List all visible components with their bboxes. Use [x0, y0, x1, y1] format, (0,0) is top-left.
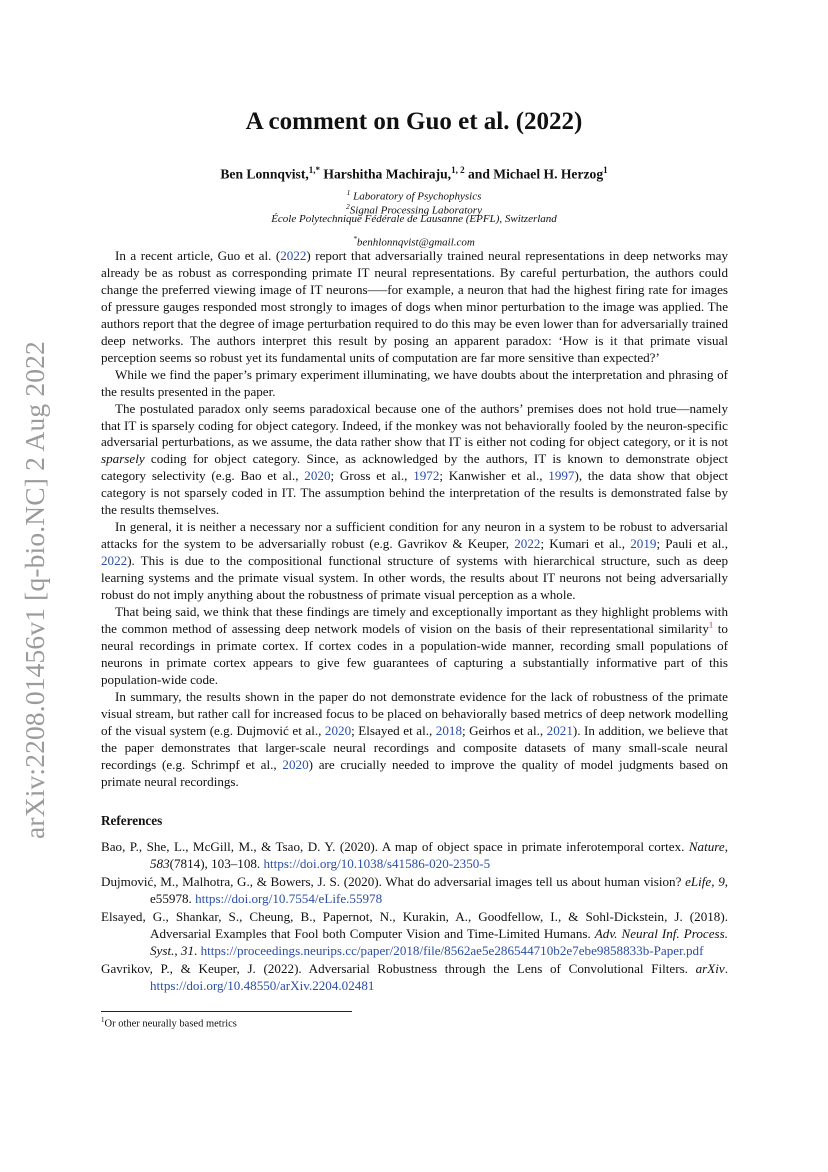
paragraph-5: That being said, we think that these findings are timely and exceptionally important as they highlight problems with the common method of assessing deep network models of vision on the basis of their representational similarity$^1$ to neural recordings in primate cortex. If cortex codes in a population-wide manner, recording small populations of neurons in primate cortex appears to give few guarantees of capturing a substantially informative part of this population-wide code.	[101, 604, 728, 687]
author-affil-mark: 1, 2	[451, 165, 465, 175]
author-name: Ben Lonnqvist,	[220, 166, 309, 182]
citation-link[interactable]: 2019	[630, 536, 657, 552]
references-heading: References	[101, 813, 163, 828]
citation-link[interactable]: 2022	[280, 248, 307, 263]
citation-link[interactable]: 1997	[548, 468, 575, 484]
citation-link[interactable]: 2020	[282, 756, 309, 772]
author-name: and Michael H. Herzog	[467, 166, 604, 182]
citation-link[interactable]: 2022	[514, 536, 541, 552]
doi-link[interactable]: https://doi.org/10.48550/arXiv.2204.02481	[150, 978, 375, 993]
paragraph-1: In a recent article, Guo et al. (2022) report that adversarially trained neural representations in deep networks may already be as robust as corresponding primate IT neural representations. By careful perturbation, the authors could change the preferred viewing image of IT neurons—–for example, a neuron that had the highest firing rate for images of pressure gauges responded most strongly to images of dogs when minor perturbation to the image was applied. The authors report that the degree of image perturbation required to do this may be even lower than for adversarially trained deep networks. The authors interpret this result by posing an apparent paradox: ‘How is it that primate visual perception seems so robust yet its fundamental units of computation are far more sensitive than expected?’	[101, 248, 728, 365]
author-affil-mark: 1	[603, 165, 608, 175]
corresponding-email: *benhlonnqvist@gmail.com	[353, 234, 475, 249]
doi-link[interactable]: https://doi.org/10.7554/eLife.55978	[195, 891, 383, 906]
author-list	[0, 165, 828, 183]
citation-link[interactable]: 1972	[413, 468, 440, 484]
citation-link[interactable]: 2022	[101, 553, 128, 569]
affiliation-2: $^2$Signal Processing Laboratory	[346, 201, 482, 217]
footnote-rule	[101, 1011, 352, 1012]
reference-entry: Bao, P., She, L., McGill, M., & Tsao, D. Y. (2020). A map of object space in primate inferotemporal cortex. Nature, 583(7814), 103–108. https://doi.org/10.1038/s41586-020-2350-5	[101, 839, 728, 871]
doi-link[interactable]: https://doi.org/10.1038/s41586-020-2350-5	[263, 856, 491, 871]
footnote: $^1$Or other neurally based metrics	[101, 1016, 237, 1030]
paper-title: A comment on Guo et al. (2022)	[245, 108, 583, 135]
reference-entry: Dujmović, M., Malhotra, G., & Bowers, J. S. (2020). What do adversarial images tell us about human vision? eLife, 9, e55978. https://doi.org/10.7554/eLife.55978	[101, 874, 729, 906]
arxiv-identifier: arXiv:2208.01456v1 [q-bio.NC] 2 Aug 2022	[19, 341, 50, 839]
paragraph-4: In general, it is neither a necessary nor a sufficient condition for any neuron in a system to be robust to adversarial attacks for the system to be adversarially robust (e.g. Gavrikov & Keuper, 2022; Kumari et al., 2019; Pauli et al., 2022). This is due to the compositional functional structure of systems with hierarchical structure, such as deep learning systems and the primate visual system. In other words, the results about IT neurons not being adversarially robust do not imply anything about the robustness of primate visual perception as a whole.	[101, 519, 728, 603]
paragraph-2: While we find the paper’s primary experiment illuminating, we have doubts about the interpretation and phrasing of the results presented in the paper.	[101, 366, 728, 399]
citation-link[interactable]: 2020	[324, 722, 352, 738]
author-affil-mark: 1,*	[308, 165, 321, 175]
arxiv-sidebar-stamp	[18, 320, 52, 860]
reference-list	[101, 838, 728, 995]
citation-link[interactable]: 2018	[435, 722, 462, 738]
doi-link[interactable]: https://proceedings.neurips.cc/paper/2018/file/8562ae5e286544710b2e7ebe9858833b-Paper.pdf	[200, 943, 704, 958]
affiliation-3: École Polytechnique Fédérale de Lausanne (EPFL), Switzerland	[271, 213, 557, 225]
footnote-marker[interactable]: 1	[708, 619, 714, 630]
reference-entry: Elsayed, G., Shankar, S., Cheung, B., Papernot, N., Kurakin, A., Goodfellow, I., & Sohl-Dickstein, J. (2018). Adversarial Examples that Fool both Computer Vision and Time-Limited Humans. Adv. Neural Inf. Process. Syst., 31. https://proceedings.neurips.cc/paper/2018/file/8562ae5e286544710b2e7ebe9858833b-Paper.pdf	[101, 909, 728, 958]
paragraph-3: The postulated paradox only seems paradoxical because one of the authors’ premises does not hold true—namely that IT is sparsely coding for object category. Indeed, if the monkey was not behaviorally fooled by the neuron-specific adversarial perturbations, as we assume, the data rather show that IT is either not coding for object category, or it is not sparsely coding for object category. Since, as acknowledged by the authors, IT is known to demonstrate object category selectivity (e.g. Bao et al., 2020; Gross et al., 1972; Kanwisher et al., 1997), the data show that object category is not sparsely coded in IT. The assumption behind the interpretation of the results is demonstrated false by the results themselves.	[101, 400, 728, 518]
affiliation-1: $^1$ Laboratory of Psychophysics	[346, 188, 482, 203]
paragraph-6: In summary, the results shown in the paper do not demonstrate evidence for the lack of robustness of the primate visual stream, but rather call for increased focus to be placed on behaviorally based metrics of deep network modelling of the visual system (e.g. Dujmović et al., 2020; Elsayed et al., 2018; Geirhos et al., 2021). In addition, we believe that the paper demonstrates that larger-scale neural recordings and composite datasets of many small-scale neural recordings (e.g. Schrimpf et al., 2020) are crucially needed to improve the quality of model judgments based on primate neural recordings.	[101, 688, 728, 789]
article-body	[101, 248, 728, 791]
reference-entry: Gavrikov, P., & Keuper, J. (2022). Adversarial Robustness through the Lens of Convolutional Filters. arXiv. https://doi.org/10.48550/arXiv.2204.02481	[101, 961, 728, 993]
author-name: Harshitha Machiraju,	[323, 166, 452, 182]
citation-link[interactable]: 2021	[546, 722, 573, 738]
citation-link[interactable]: 2020	[304, 468, 331, 484]
